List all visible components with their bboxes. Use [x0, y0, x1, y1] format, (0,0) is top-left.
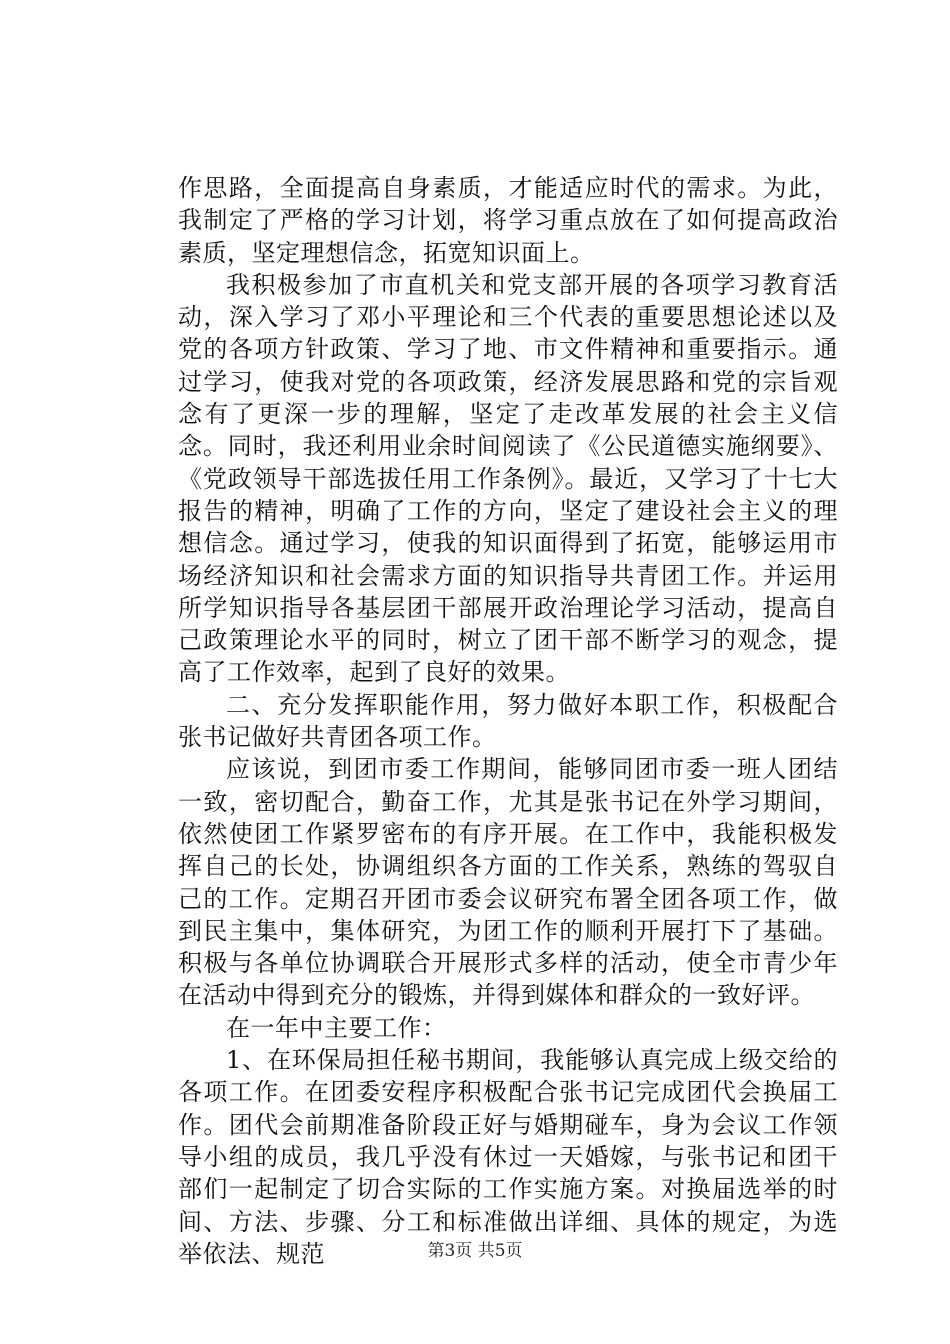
page-number-footer: 第3页 共5页: [427, 1241, 523, 1261]
document-body: [178, 172, 838, 1270]
paragraph-2: 我积极参加了市直机关和党支部开展的各项学习教育活动，深入学习了邓小平理论和三个代表的重要思想论述以及党的各项方针政策、学习了地、市文件精神和重要指示。通过学习，使我对党的各项政策，经济发展思路和党的宗旨观念有了更深一步的理解，坚定了走改革发展的社会主义信念。同时，我还利用业余时间阅读了《公民道德实施纲要》、《党政领导干部选拔任用工作条例》。最近，又学习了十七大报告的精神，明确了工作的方向，坚定了建设社会主义的理想信念。通过学习，使我的知识面得到了拓宽，能够运用市场经济知识和社会需求方面的知识指导共青团工作。并运用所学知识指导各基层团干部展开政治理论学习活动，提高自己政策理论水平的同时，树立了团干部不断学习的观念，提高了工作效率，起到了良好的效果。: [178, 270, 838, 687]
paragraph-4: 应该说，到团市委工作期间，能够同团市委一班人团结一致，密切配合，勤奋工作，尤其是张书记在外学习期间，依然使团工作紧罗密布的有序开展。在工作中，我能积极发挥自己的长处，协调组织各方面的工作关系，熟练的驾驭自己的工作。定期召开团市委会议研究布署全团各项工作，做到民主集中，集体研究，为团工作的顺利开展打下了基础。积极与各单位协调联合开展形式多样的活动，使全市青少年在活动中得到充分的锻炼，并得到媒体和群众的一致好评。: [178, 755, 838, 1010]
paragraph-3-section-heading: 二、充分发挥职能作用，努力做好本职工作，积极配合张书记做好共青团各项工作。: [178, 690, 838, 752]
paragraph-5: 在一年中主要工作：: [226, 1013, 447, 1042]
paragraph-1: 作思路，全面提高自身素质，才能适应时代的需求。为此，我制定了严格的学习计划，将学习重点放在了如何提高政治素质，坚定理想信念，拓宽知识面上。: [178, 174, 838, 267]
paragraph-6: 1、在环保局担任秘书期间，我能够认真完成上级交给的各项工作。在团委安程序积极配合张书记完成团代会换届工作。团代会前期准备阶段正好与婚期碰车，身为会议工作领导小组的成员，我几乎没有休过一天婚嫁，与张书记和团干部们一起制定了切合实际的工作实施方案。对换届选举的时间、方法、步骤、分工和标准做出详细、具体的规定，为选举依法、规范: [178, 1046, 838, 1268]
